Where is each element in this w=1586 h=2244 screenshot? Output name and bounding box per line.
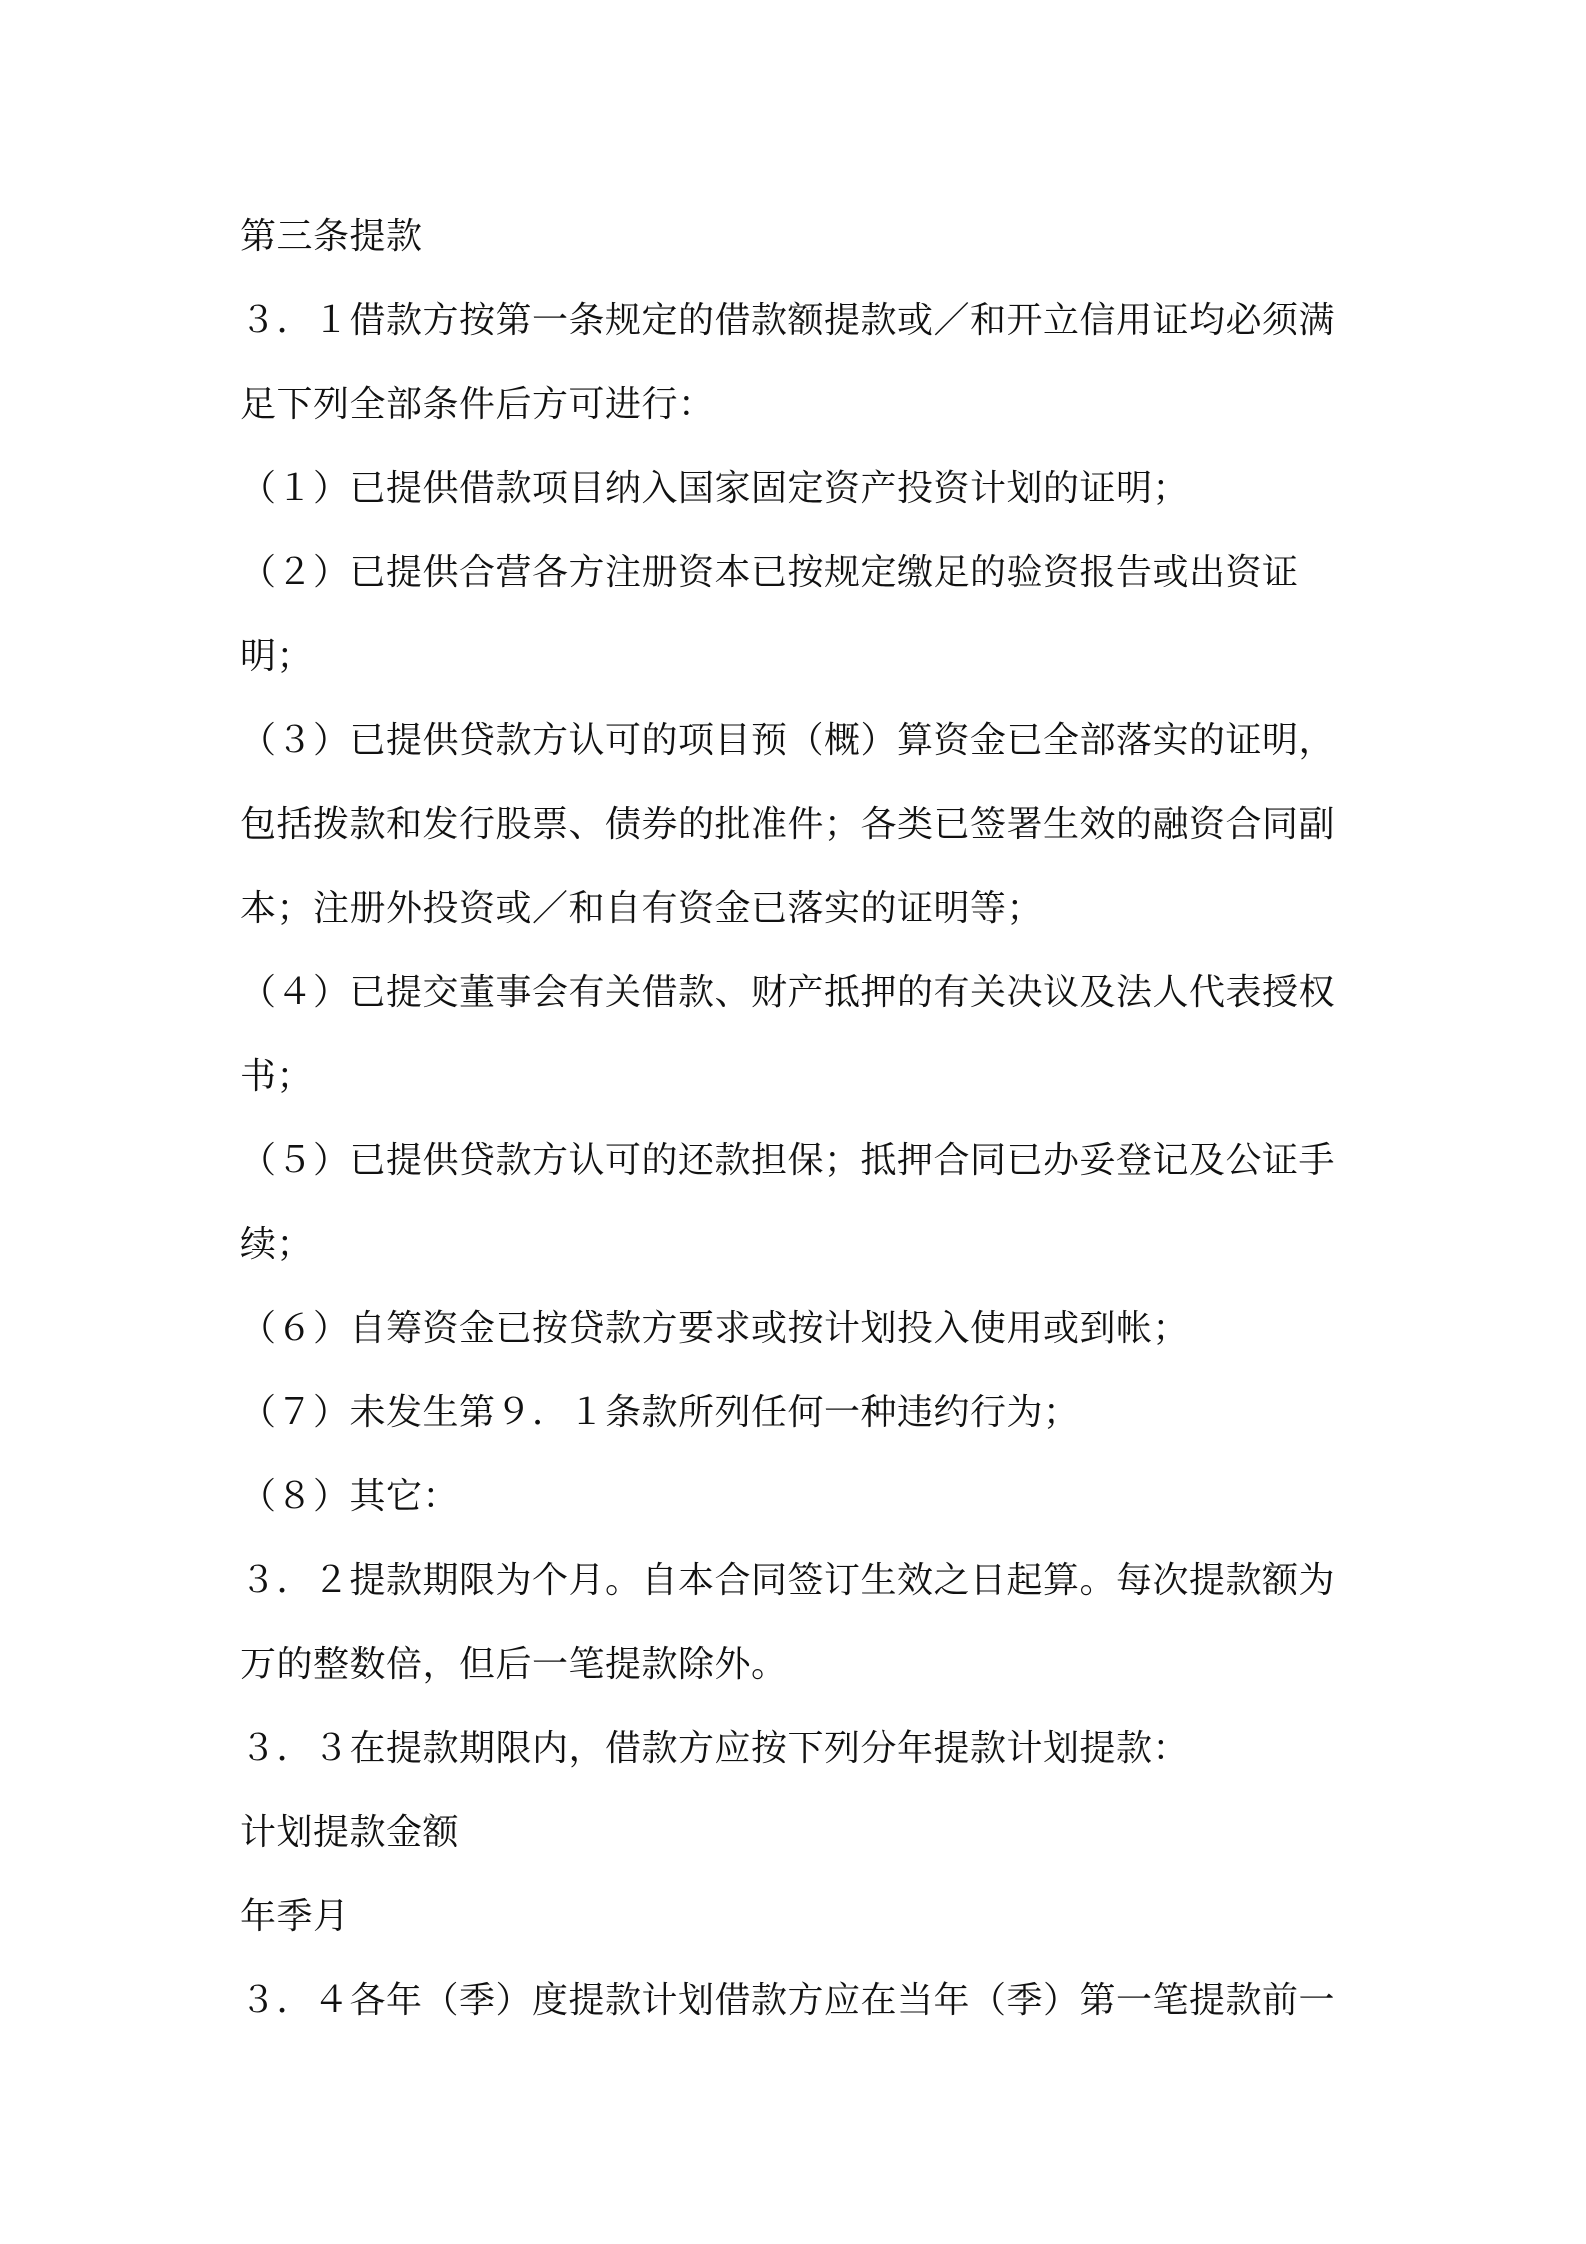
text-line: 明； [240, 636, 314, 677]
text-line: 年季月 [240, 1896, 350, 1937]
text-line: 续； [240, 1224, 314, 1265]
text-line: 包括拨款和发行股票、债券的批准件；各类已签署生效的融资合同副 [240, 804, 1336, 845]
text-line: （８）其它： [240, 1476, 460, 1517]
text-line: ３．４各年（季）度提款计划借款方应在当年（季）第一笔提款前一 [240, 1980, 1336, 2021]
text-line: ３．２提款期限为个月。自本合同签订生效之日起算。每次提款额为 [240, 1560, 1336, 1601]
text-line: （５）已提供贷款方认可的还款担保；抵押合同已办妥登记及公证手 [240, 1140, 1336, 1181]
text-line: （７）未发生第９．１条款所列任何一种违约行为； [240, 1392, 1080, 1433]
text-line: 本；注册外投资或／和自有资金已落实的证明等； [240, 888, 1044, 929]
document-body [240, 195, 1360, 2043]
text-line: （１）已提供借款项目纳入国家固定资产投资计划的证明； [240, 468, 1190, 509]
text-line: 书； [240, 1056, 314, 1097]
text-line: （６）自筹资金已按贷款方要求或按计划投入使用或到帐； [240, 1308, 1190, 1349]
text-line: ３．３在提款期限内，借款方应按下列分年提款计划提款： [240, 1728, 1190, 1769]
text-line: （３）已提供贷款方认可的项目预（概）算资金已全部落实的证明， [240, 720, 1336, 761]
text-line: ３．１借款方按第一条规定的借款额提款或／和开立信用证均必须满 [240, 300, 1336, 341]
text-line: 足下列全部条件后方可进行： [240, 384, 715, 425]
text-line: （４）已提交董事会有关借款、财产抵押的有关决议及法人代表授权 [240, 972, 1336, 1013]
text-line: 计划提款金额 [240, 1812, 460, 1853]
text-line: 万的整数倍，但后一笔提款除外。 [240, 1644, 788, 1685]
text-line: （２）已提供合营各方注册资本已按规定缴足的验资报告或出资证 [240, 552, 1299, 593]
article-title: 第三条提款 [240, 216, 423, 257]
